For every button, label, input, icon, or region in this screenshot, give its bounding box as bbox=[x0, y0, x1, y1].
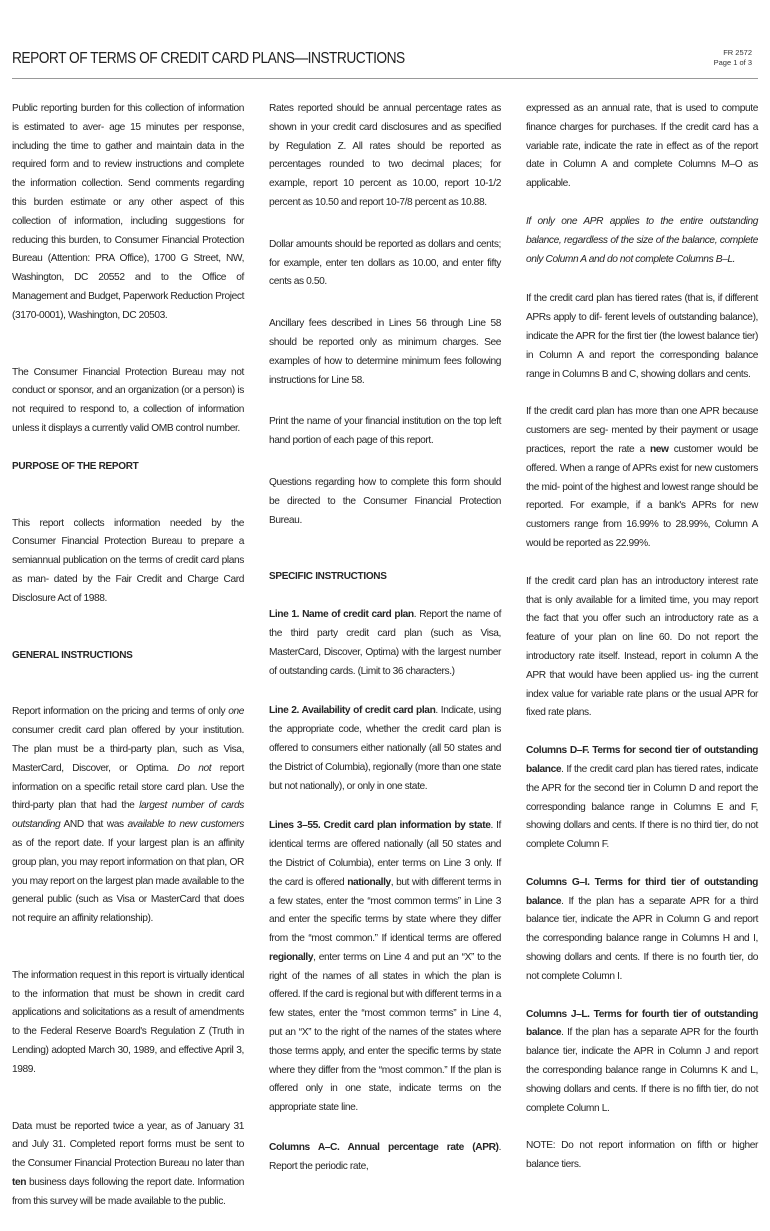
form-number: FR 2572 bbox=[723, 48, 752, 57]
purpose-heading: PURPOSE OF THE REPORT bbox=[12, 460, 139, 472]
columns-g-i-instruction: Columns G–I. Terms for third tier of outstanding balance. If the plan has a separate APR for a third balance tier, indicate the APR in Column G and report the corresponding balance range in Columns H and I, showing dollars and cents. If there is no fourth tier, do not complete Column I. bbox=[526, 876, 758, 982]
tiered-rates-paragraph: If the credit card plan has tiered rates (that is, if different APRs apply to dif- ferent levels of outstanding balance), indicate the APR for the first tier (the lowest balance tier) in Column A and report the corresponding balance range in Columns B and C, showing dollars and cents. bbox=[526, 293, 758, 380]
columns-a-c-instruction: Columns A–C. Annual percentage rate (APR). Report the periodic rate, bbox=[269, 1142, 501, 1172]
print-name-paragraph: Print the name of your financial institution on the top left hand portion of each page of this report. bbox=[269, 416, 501, 447]
general-paragraph-regulation: The information request in this report is virtually identical to the information that must be shown in credit card applications and solicitations as a result of amendments to the Federal Reserve Board's Regulation Z (Truth in Lending) adopted March 30, 1989, and effective April 3, 1989. bbox=[12, 969, 244, 1075]
lines-3-55-instruction: Lines 3–55. Credit card plan information by state. If identical terms are offered nationally (all 50 states and the District of Columbia), enter terms on Line 3 only. If the card is offered nationally, but with different terms in a few states, enter the “most common terms” in Line 3 and enter the specific terms by state where they differ from the “most common.” If identical terms are offered regionally, enter terms on Line 4 and put an “X” to the right of the names of all states in which the plan is offered. If the card is regional but with different terms in a few states, enter the “most common terms” in Line 4, put an “X” to the right of the names of the states where those terms apply, and enter the specific terms by state where they differ from the “most common.” If the plan is offered only in one state, indicate terms on the appropriate state line. bbox=[269, 820, 501, 1114]
segmented-apr-paragraph: If the credit card plan has more than one APR because customers are seg- mented by their payment or usage practices, report the rate a new customer would be offered. When a range of APRs exist for new customers the mid- point of the highest and lowest range should be reported. For example, if a bank's APRs for new customers range from 16.99% to 28.99%, Column A would be reported as 22.99%. bbox=[526, 406, 758, 549]
column-3 bbox=[526, 100, 758, 1194]
introductory-rate-paragraph: If the credit card plan has an introductory interest rate that is only available for a limited time, you may report the fact that you offer such an introductory rate as a feature of your plan on line 60. Do not report the introductory rate itself. Instead, report in column A the APR that would have been applied us- ing the current index value for variable rate plans or the usual APR for fixed rate plans. bbox=[526, 575, 758, 719]
form-info bbox=[714, 48, 752, 68]
single-apr-note: If only one APR applies to the entire outstanding balance, regardless of the size of the balance, complete only Column A and do not complete Columns B–L. bbox=[526, 215, 758, 265]
header-divider bbox=[12, 78, 758, 79]
purpose-text: This report collects information needed by the Consumer Financial Protection Bureau to prepare a semiannual publication on the terms of credit card plans as man- dated by the Fair Credit and Charge Card Disclosure Act of 1988. bbox=[12, 517, 244, 604]
page-title: REPORT OF TERMS OF CREDIT CARD PLANS—INSTRUCTIONS bbox=[12, 50, 405, 67]
page-number: Page 1 of 3 bbox=[713, 58, 752, 67]
line-2-instruction: Line 2. Availability of credit card plan. Indicate, using the appropriate code, whether the credit card plan is offered to consumers either nationally (all 50 states and the District of Columbia), regionally (more than one state but not nationally), or only in one state. bbox=[269, 705, 501, 792]
fees-paragraph: Ancillary fees described in Lines 56 through Line 58 should be reported only as minimum charges. See examples of how to determine minimum fees following instructions for Line 58. bbox=[269, 318, 501, 386]
rates-paragraph: Rates reported should be annual percentage rates as shown in your credit card disclosures and as specified by Regulation Z. All rates should be reported as percentages rounded to two decimal places; for example, report 10 percent as 10.00, report 10-1/2 percent as 10.50 and report 10-7/8 percent as 10.88. bbox=[269, 103, 501, 208]
columns-d-f-instruction: Columns D–F. Terms for second tier of outstanding balance. If the credit card plan has tiered rates, indicate the APR for the second tier in Column D and report the corresponding balance range in Columns E and F, showing dollars and cents. If there is no third tier, do not complete Column F. bbox=[526, 745, 758, 851]
specific-instructions-heading: SPECIFIC INSTRUCTIONS bbox=[269, 571, 387, 583]
tier-note: NOTE: Do not report information on fifth or higher balance tiers. bbox=[526, 1140, 758, 1171]
questions-paragraph: Questions regarding how to complete this form should be directed to the Consumer Financial Protection Bureau. bbox=[269, 476, 501, 526]
omb-statement: The Consumer Financial Protection Bureau may not conduct or sponsor, and an organization (or a person) is not required to respond to, a collection of information unless it displays a currently valid OMB control number. bbox=[12, 366, 244, 434]
burden-statement: Public reporting burden for this collection of information is estimated to aver- age 15 minutes per response, including the time to gather and maintain data in the required form and to review instructions and complete the information collection. Send comments regarding this burden estimate or any other aspect of this collection of information, including suggestions for reducing this burden, to Consumer Financial Protection Bureau (Attention: PRA Office), 1700 G Street, NW, Washington, DC 20552 and to the Office of Management and Budget, Paperwork Reduction Project (3170-0001), Washington, DC 20503. bbox=[12, 103, 245, 321]
column-1 bbox=[12, 100, 244, 1231]
line-1-instruction: Line 1. Name of credit card plan. Report the name of the third party credit card plan (such as Visa, MasterCard, Discover, Optima) with the largest number of outstanding cards. (Limit to 36 characters.) bbox=[269, 609, 501, 677]
column-2 bbox=[269, 100, 501, 1196]
general-paragraph-deadline: Data must be reported twice a year, as of January 31 and July 31. Completed report forms must be sent to the Consumer Financial Protection Bureau no later than ten business days following the report date. Information from this survey will be made available to the public. bbox=[12, 1120, 244, 1207]
general-instructions-heading: GENERAL INSTRUCTIONS bbox=[12, 649, 133, 661]
apr-continuation: expressed as an annual rate, that is used to compute finance charges for purchases. If the credit card has a variable rate, indicate the rate in effect as of the report date in Column A and complete Columns M–O as applicable. bbox=[526, 103, 758, 190]
columns-j-l-instruction: Columns J–L. Terms for fourth tier of outstanding balance. If the plan has a separate APR for the fourth balance tier, indicate the APR in Column J and report the corresponding balance range in Columns K and L, showing dollars and cents. If there is no fifth tier, do not complete Column L. bbox=[526, 1008, 758, 1114]
general-paragraph-plan: Report information on the pricing and terms of only one consumer credit card plan offered by your institution. The plan must be a third-party plan, such as Visa, MasterCard, Discover, or Optima. Do not report information on a specific retail store card plan. Use the third-party plan that had the largest number of cards outstanding AND that was available to new customers as of the report date. If your largest plan is an affinity group plan, you may report information on that plan, OR you may report on the largest plan made available to the general public (such as Visa or MasterCard that does not require an affinity relationship). bbox=[12, 706, 244, 925]
dollars-paragraph: Dollar amounts should be reported as dollars and cents; for example, enter ten dollars as 10.00, and enter fifty cents as 0.50. bbox=[269, 238, 501, 288]
